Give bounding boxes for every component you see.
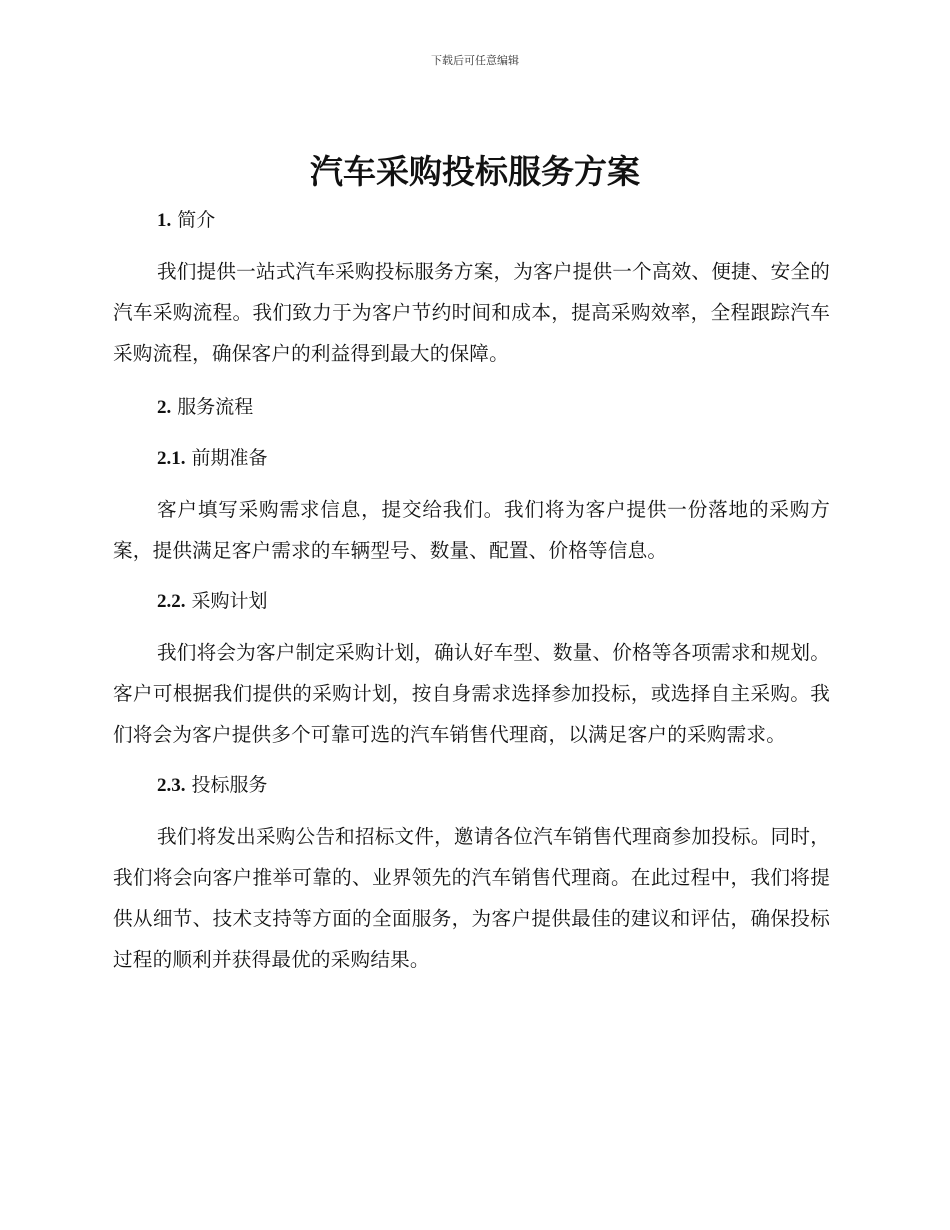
section-heading-service-process <box>113 387 830 428</box>
section-paragraph-preparation: 客户填写采购需求信息，提交给我们。我们将为客户提供一份落地的采购方案，提供满足客户需求的车辆型号、数量、配置、价格等信息。 <box>113 498 830 562</box>
section-number: 2. <box>157 397 172 418</box>
section-heading-intro <box>113 200 830 241</box>
section-title: 采购计划 <box>191 590 268 612</box>
section-title: 服务流程 <box>177 396 254 418</box>
section-paragraph-bidding-service: 我们将发出采购公告和招标文件，邀请各位汽车销售代理商参加投标。同时，我们将会向客户推举可靠的、业界领先的汽车销售代理商。在此过程中，我们将提供从细节、技术支持等方面的全面服务，为客户提供最佳的建议和评估，确保投标过程的顺利并获得最优的采购结果。 <box>113 825 830 971</box>
section-number: 2.3. <box>157 775 186 796</box>
document-body <box>113 200 830 980</box>
section-number: 2.2. <box>157 591 186 612</box>
section-number: 1. <box>157 210 172 231</box>
section-heading-procurement-plan <box>113 581 830 622</box>
section-title: 简介 <box>177 209 216 231</box>
section-title: 投标服务 <box>191 774 268 796</box>
page-header-note: 下载后可任意编辑 <box>431 54 519 67</box>
section-paragraph-procurement-plan: 我们将会为客户制定采购计划，确认好车型、数量、价格等各项需求和规划。客户可根据我们提供的采购计划，按自身需求选择参加投标，或选择自主采购。我们将会为客户提供多个可靠可选的汽车销售代理商，以满足客户的采购需求。 <box>113 641 830 746</box>
section-heading-bidding-service <box>113 765 830 806</box>
section-heading-preparation <box>113 438 830 479</box>
section-title: 前期准备 <box>191 447 268 469</box>
document-title: 汽车采购投标服务方案 <box>310 152 640 191</box>
section-paragraph-intro: 我们提供一站式汽车采购投标服务方案，为客户提供一个高效、便捷、安全的汽车采购流程。我们致力于为客户节约时间和成本，提高采购效率，全程跟踪汽车采购流程，确保客户的利益得到最大的保障。 <box>113 260 830 365</box>
section-number: 2.1. <box>157 448 186 469</box>
